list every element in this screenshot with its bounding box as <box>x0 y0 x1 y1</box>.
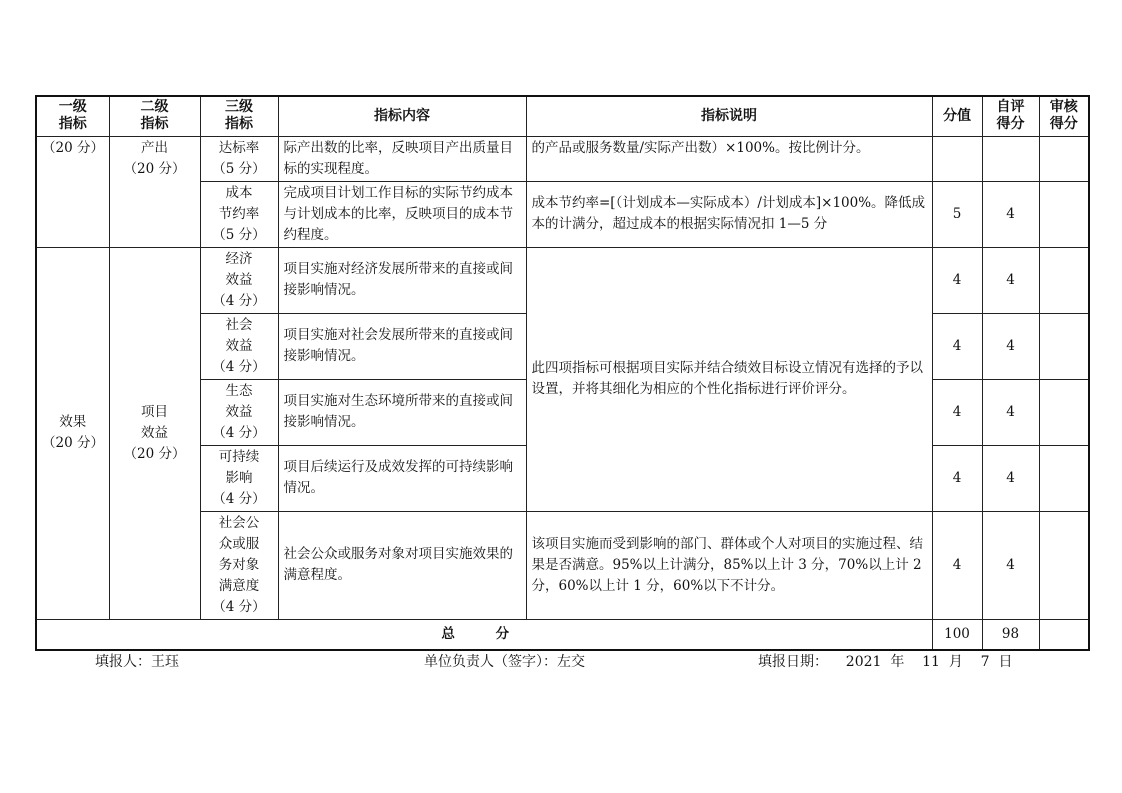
header-audit-score: 审核 得分 <box>1039 96 1089 136</box>
header-level1: 一级 指标 <box>36 96 109 136</box>
table-row <box>36 247 1089 313</box>
level3-cell: 成本 节约率 （5 分） <box>200 181 278 247</box>
score-cell <box>932 136 982 181</box>
content-cell: 项目实施对经济发展所带来的直接或间接影响情况。 <box>278 247 526 313</box>
audit-score-cell <box>1039 181 1089 247</box>
self-score-cell: 4 <box>982 247 1039 313</box>
description-cell: 成本节约率=[（计划成本—实际成本）/计划成本]×100%。降低成本的计满分，超过成本的根据实际情况扣 1—5 分 <box>526 181 932 247</box>
header-level3: 三级 指标 <box>200 96 278 136</box>
level3-cell: 生态 效益 （4 分） <box>200 379 278 445</box>
content-cell: 完成项目计划工作目标的实际节约成本与计划成本的比率，反映项目的成本节约程度。 <box>278 181 526 247</box>
shared-description-cell: 此四项指标可根据项目实际并结合绩效目标设立情况有选择的予以设置，并将其细化为相应的个性化指标进行评价评分。 <box>526 247 932 511</box>
content-cell: 社会公众或服务对象对项目实施效果的满意程度。 <box>278 511 526 619</box>
audit-score-cell <box>1039 313 1089 379</box>
total-row <box>36 619 1089 650</box>
content-cell: 项目实施对社会发展所带来的直接或间接影响情况。 <box>278 313 526 379</box>
unit-leader-signature: 单位负责人（签字）：左交 <box>424 654 585 670</box>
audit-score-cell <box>1039 247 1089 313</box>
level1-cell: （20 分） <box>36 136 109 247</box>
header-level2: 二级 指标 <box>109 96 200 136</box>
audit-score-cell <box>1039 379 1089 445</box>
score-cell: 4 <box>932 445 982 511</box>
level3-cell: 可持续 影响 （4 分） <box>200 445 278 511</box>
score-cell: 5 <box>932 181 982 247</box>
self-score-cell: 4 <box>982 181 1039 247</box>
total-audit-score <box>1039 619 1089 650</box>
score-cell: 4 <box>932 379 982 445</box>
fill-date: 填报日期： 2021 年 11 月 7 日 <box>758 654 1013 670</box>
header-score: 分值 <box>932 96 982 136</box>
header-row <box>36 96 1089 136</box>
content-cell: 际产出数的比率，反映项目产出质量目标的实现程度。 <box>278 136 526 181</box>
level3-cell: 社会公 众或服 务对象 满意度 （4 分） <box>200 511 278 619</box>
self-score-cell: 4 <box>982 445 1039 511</box>
filler-name: 填报人：王珏 <box>95 654 179 670</box>
score-cell: 4 <box>932 511 982 619</box>
evaluation-table <box>35 95 1090 651</box>
score-cell: 4 <box>932 313 982 379</box>
audit-score-cell <box>1039 136 1089 181</box>
level2-cell: 产出 （20 分） <box>109 136 200 247</box>
level2-cell: 项目 效益 （20 分） <box>109 247 200 619</box>
content-cell: 项目实施对生态环境所带来的直接或间接影响情况。 <box>278 379 526 445</box>
total-self-score: 98 <box>982 619 1039 650</box>
description-cell: 的产品或服务数量/实际产出数）×100%。按比例计分。 <box>526 136 932 181</box>
header-content: 指标内容 <box>278 96 526 136</box>
header-self-score: 自评 得分 <box>982 96 1039 136</box>
self-score-cell: 4 <box>982 511 1039 619</box>
self-score-cell <box>982 136 1039 181</box>
self-score-cell: 4 <box>982 379 1039 445</box>
level1-cell: 效果 （20 分） <box>36 247 109 619</box>
audit-score-cell <box>1039 445 1089 511</box>
level3-cell: 达标率 （5 分） <box>200 136 278 181</box>
total-label: 总 分 <box>36 619 932 650</box>
audit-score-cell <box>1039 511 1089 619</box>
total-score: 100 <box>932 619 982 650</box>
header-description: 指标说明 <box>526 96 932 136</box>
score-cell: 4 <box>932 247 982 313</box>
level3-cell: 社会 效益 （4 分） <box>200 313 278 379</box>
content-cell: 项目后续运行及成效发挥的可持续影响情况。 <box>278 445 526 511</box>
self-score-cell: 4 <box>982 313 1039 379</box>
description-cell: 该项目实施而受到影响的部门、群体或个人对项目的实施过程、结果是否满意。95%以上计满分，85%以上计 3 分，70%以上计 2 分，60%以上计 1 分，60%以下不计分。 <box>526 511 932 619</box>
level3-cell: 经济 效益 （4 分） <box>200 247 278 313</box>
table-row <box>36 136 1089 181</box>
